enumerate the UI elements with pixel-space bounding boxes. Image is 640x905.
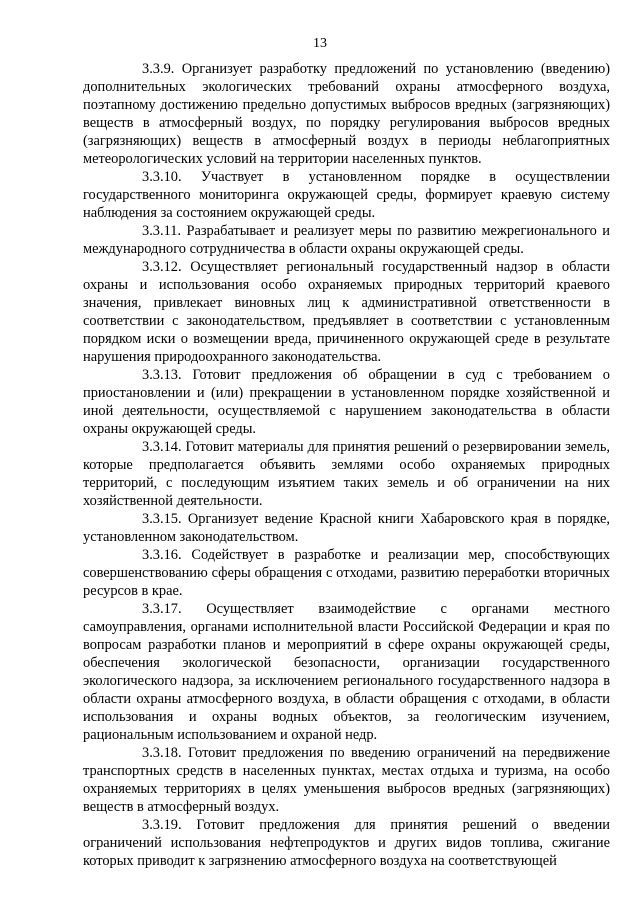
paragraph-3-3-16: 3.3.16. Содействует в разработке и реализации мер, способствующих совершенствованию сферы обращения с отходами, развитию переработки вторичных ресурсов в крае. [83, 547, 610, 599]
document-body [83, 60, 610, 870]
paragraph-3-3-11: 3.3.11. Разрабатывает и реализует меры по развитию межрегионального и международного сотрудничества в области охраны окружающей среды. [83, 223, 610, 257]
paragraph-3-3-17: 3.3.17. Осуществляет взаимодействие с органами местного самоуправления, органами исполнительной власти Российской Федерации и края по вопросам разработки планов и мероприятий в сфере охраны окружающей среды, обеспечения экологической безопасности, организации государственного экологического надзора, за исключением регионального государственного надзора в области охраны атмосферного воздуха, в области обращения с отходами, в области использования и охраны водных объектов, за геологическим изучением, рациональным использованием и охраной недр. [83, 601, 610, 743]
paragraph-3-3-19: 3.3.19. Готовит предложения для принятия решений о введении ограничений использования нефтепродуктов и других видов топлива, сжигание которых приводит к загрязнению атмосферного воздуха на соответствующей [83, 817, 610, 869]
paragraph-3-3-18: 3.3.18. Готовит предложения по введению ограничений на передвижение транспортных средств в населенных пунктах, местах отдыха и туризма, на особо охраняемых территориях в целях уменьшения выбросов вредных (загрязняющих) веществ в атмосферный воздух. [83, 745, 610, 815]
page-number: 13 [313, 36, 327, 51]
paragraph-3-3-12: 3.3.12. Осуществляет региональный государственный надзор в области охраны и использования особо охраняемых природных территорий краевого значения, привлекает виновных лиц к административной ответственности в соответствии с законодательством, предъявляет в соответствии с установленным порядком иски о возмещении вреда, причиненного окружающей среде в результате нарушения природоохранного законодательства. [83, 259, 610, 365]
paragraph-3-3-15: 3.3.15. Организует ведение Красной книги Хабаровского края в порядке, установленном законодательством. [83, 511, 610, 545]
paragraph-3-3-10: 3.3.10. Участвует в установленном порядке в осуществлении государственного мониторинга окружающей среды, формирует краевую систему наблюдения за состоянием окружающей среды. [83, 169, 610, 221]
paragraph-3-3-9: 3.3.9. Организует разработку предложений по установлению (введению) дополнительных экологических требований охраны атмосферного воздуха, поэтапному достижению предельно допустимых выбросов вредных (загрязняющих) веществ в атмосферный воздух, по порядку регулирования выбросов вредных (загрязняющих) веществ в атмосферный воздух в периоды неблагоприятных метеорологических условий на территории населенных пунктов. [83, 61, 610, 167]
paragraph-3-3-13: 3.3.13. Готовит предложения об обращении в суд с требованием о приостановлении и (или) прекращении в установленном порядке хозяйственной и иной деятельности, осуществляемой с нарушением законодательства в области охраны окружающей среды. [83, 367, 610, 437]
paragraph-3-3-14: 3.3.14. Готовит материалы для принятия решений о резервировании земель, которые предполагается объявить землями особо охраняемых природных территорий, с последующим изъятием таких земель и об ограничении на них хозяйственной деятельности. [83, 439, 610, 509]
